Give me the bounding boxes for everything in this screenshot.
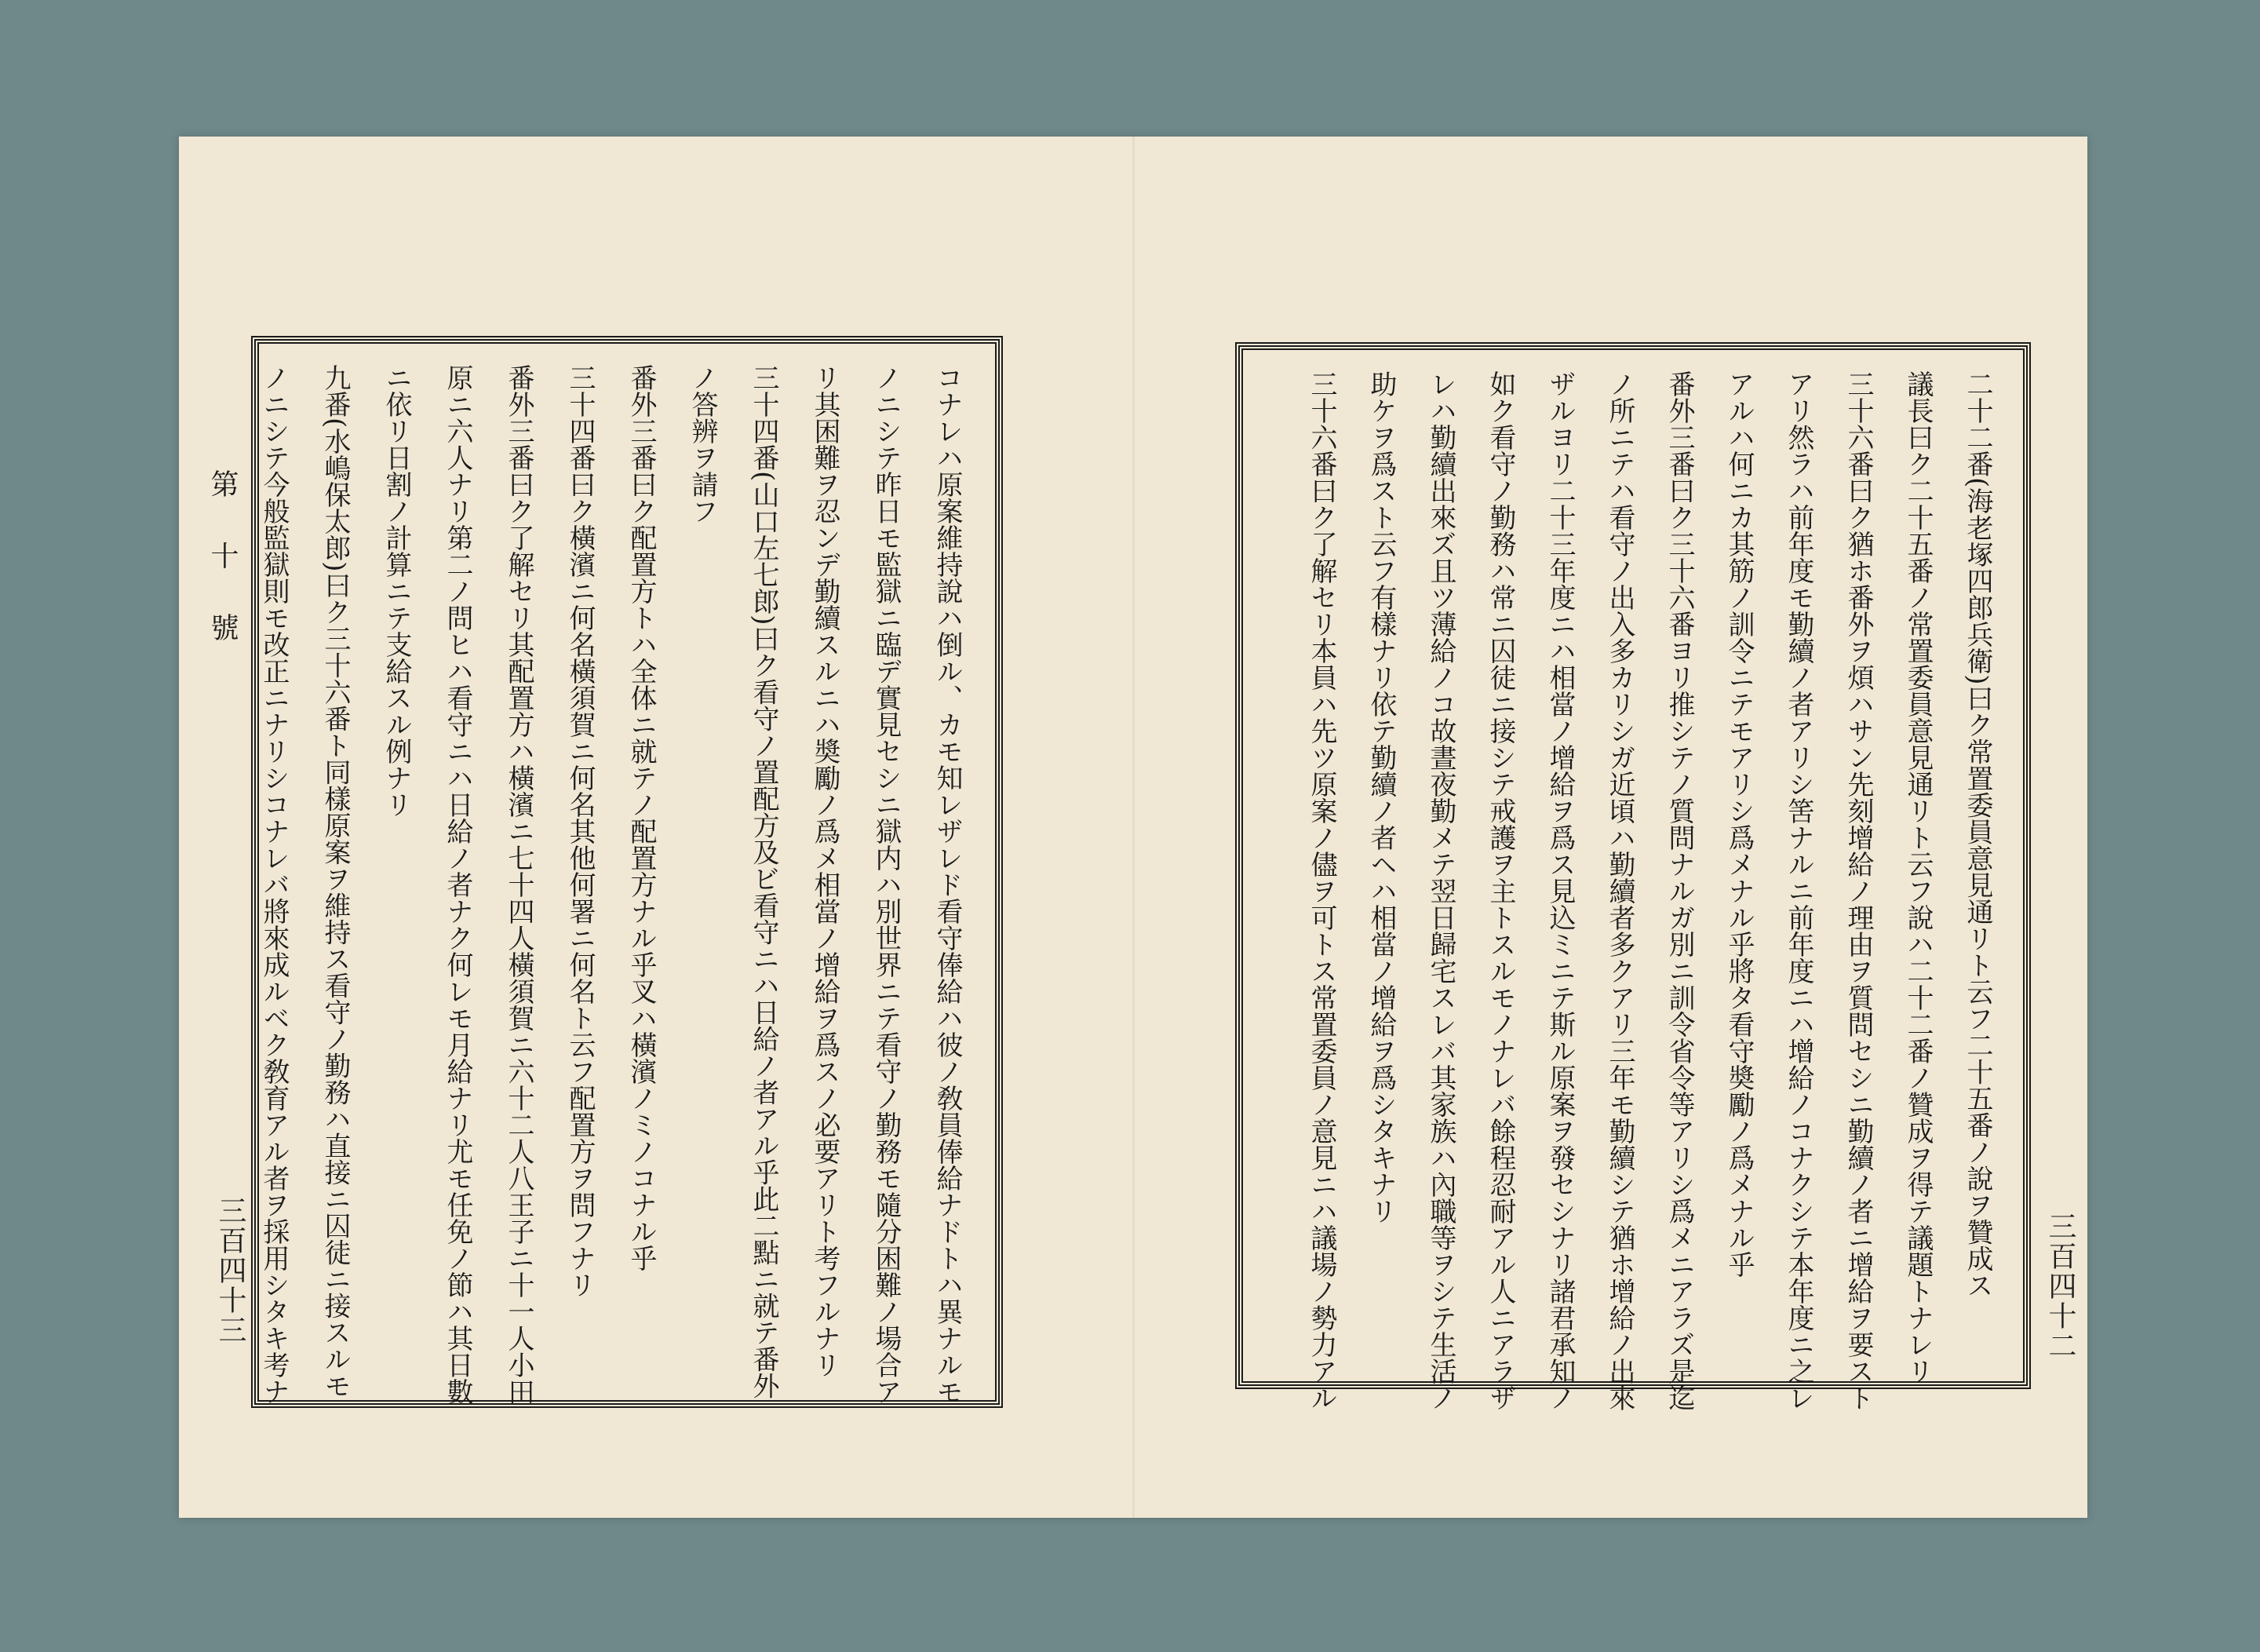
- text-column: ノ所ニテハ看守ノ出入多カリシガ近頃ハ勤續者多クアリ三年モ勤續シテ猶ホ增給ノ出來: [1604, 370, 1635, 1411]
- left-page: [179, 137, 1132, 1518]
- text-column: アリ然ラハ前年度モ勤續ノ者アリシ筈ナルニ前年度ニハ增給ノコナクシテ本年度ニ之レ: [1783, 370, 1814, 1411]
- text-column: 三十六番曰ク了解セリ本員ハ先ツ原案ノ儘ヲ可トス常置委員ノ意見ニハ議場ノ勢力アル: [1306, 370, 1337, 1411]
- text-column: 二十二番(海老塚四郎兵衛)曰ク常置委員意見通リト云フ二十五番ノ說ヲ贊成ス: [1962, 370, 1993, 1299]
- right-text-block: [1263, 370, 2007, 1411]
- paper-sheet: [179, 137, 2087, 1518]
- left-text-frame: [251, 336, 1003, 1408]
- text-column: 三十六番曰ク猶ホ番外ヲ煩ハサン先刻增給ノ理由ヲ質問セシニ勤續ノ者ニ增給ヲ要スト: [1843, 370, 1874, 1411]
- right-page: [1135, 137, 2088, 1518]
- text-column: 番外三番曰ク三十六番ヨリ推シテノ質問ナルガ別ニ訓令省令等アリシ爲メニアラズ是迄: [1664, 370, 1695, 1411]
- text-column: 三十四番曰ク橫濱ニ何名橫須賀ニ何名其他何署ニ何名ト云フ配置方ヲ問フナリ: [564, 364, 596, 1298]
- right-text-frame: [1235, 342, 2031, 1411]
- text-column: ノニシテ今般監獄則モ改正ニナリシコナレバ將來成ルベク敎育アル者ヲ採用シタキ考ナ: [258, 364, 290, 1405]
- left-text-block: [258, 364, 978, 1405]
- text-column: 議長曰ク二十五番ノ常置委員意見通リト云フ說ハ二十二番ノ贊成ヲ得テ議題トナレリ: [1902, 370, 1934, 1384]
- text-column: 九番(水嶋保太郎)曰ク三十六番ト同樣原案ヲ維持ス看守ノ勤務ハ直接ニ囚徒ニ接スルモ: [319, 364, 351, 1399]
- text-column: 如ク看守ノ勤務ハ常ニ囚徒ニ接シテ戒護ヲ主トスルモノナレバ餘程忍耐アル人ニアラザ: [1485, 370, 1516, 1411]
- right-page-number: 三百四十二: [2044, 1212, 2076, 1361]
- issue-label: 第 十 號: [206, 469, 239, 658]
- text-column: アルハ何ニカ其筋ノ訓令ニテモアリシ爲メナル乎將タ看守奬勵ノ爲メナル乎: [1723, 370, 1755, 1278]
- text-column: ノ答辨ヲ請フ: [687, 364, 718, 524]
- text-column: リ其困難ヲ忍ンデ勤續スルニハ奬勵ノ爲メ相當ノ增給ヲ爲スノ必要アリト考フルナリ: [809, 364, 840, 1378]
- left-page-number: 三百四十三: [214, 1196, 246, 1345]
- text-column: 原ニ六人ナリ第二ノ問ヒハ看守ニハ日給ノ者ナク何レモ月給ナリ尤モ任免ノ節ハ其日數: [442, 364, 473, 1405]
- text-column: コナレハ原案維持說ハ倒ル、カモ知レザレド看守俸給ハ彼ノ敎員俸給ナドトハ異ナルモ: [931, 364, 963, 1405]
- text-column: 助ケヲ爲スト云フ有樣ナリ依テ勤續ノ者ヘハ相當ノ增給ヲ爲シタキナリ: [1365, 370, 1397, 1224]
- text-column: 番外三番曰ク配置方トハ全体ニ就テノ配置方ナル乎叉ハ橫濱ノミノコナル乎: [625, 364, 657, 1271]
- text-column: 三十四番(山口左七郎)曰ク看守ノ置配方及ビ看守ニハ日給ノ者アル乎此二點ニ就テ番外: [748, 364, 779, 1399]
- text-column: レハ勤續出來ズ且ツ薄給ノコ故晝夜勤メテ翌日歸宅スレバ其家族ハ內職等ヲシテ生活ノ: [1425, 370, 1456, 1411]
- text-column: ニ依リ日割ノ計算ニテ支給スル例ナリ: [381, 364, 412, 818]
- text-column: ノニシテ昨日モ監獄ニ臨デ實見セシニ獄内ハ別世界ニテ看守ノ勤務モ隨分困難ノ場合ア: [870, 364, 902, 1405]
- text-column: 番外三番曰ク了解セリ其配置方ハ橫濱ニ七十四人橫須賀ニ六十二人八王子ニ十一人小田: [503, 364, 534, 1405]
- text-column: ザルヨリ二十三年度ニハ相當ノ增給ヲ爲ス見込ミニテ斯ル原案ヲ發セシナリ諸君承知ノ: [1544, 370, 1576, 1411]
